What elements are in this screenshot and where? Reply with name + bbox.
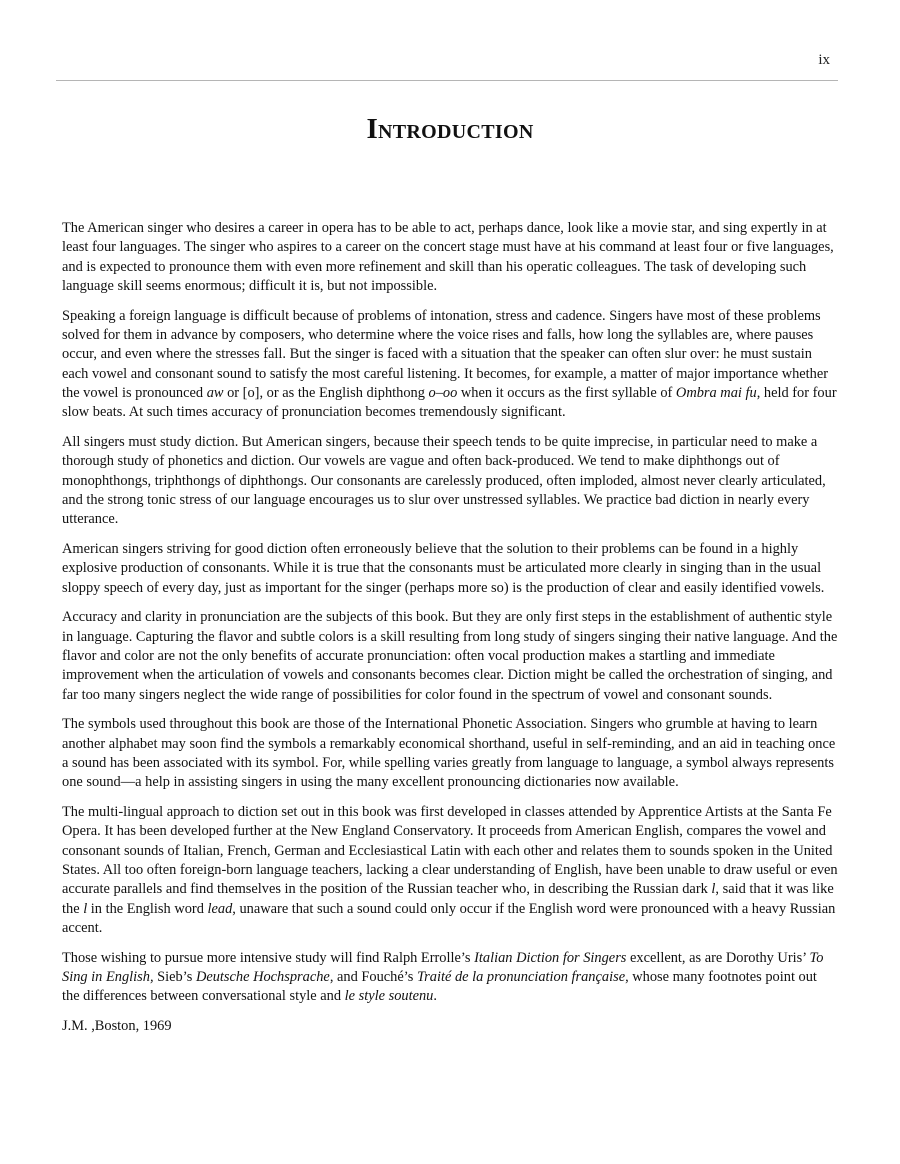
paragraph-6: The symbols used throughout this book are those of the International Phonetic Association. Singers who grumble at having to learn another alphabet may soon find the symbols a remarkably economical shorthand, useful in self-reminding, and an aid in teaching once a sound has been associated with its symbol. For, while spelling varies greatly from language to language, a symbol always represents one sound—a help in assisting singers in using the many excellent pronouncing dictionaries now available. <box>62 716 836 791</box>
paragraph-7-text: , unaware that such a sound could only occur if the English word were pronounced with a heavy Russian accent. <box>62 900 836 936</box>
paragraph-8 <box>62 949 838 1007</box>
paragraph-7-text: in the English word <box>87 900 208 917</box>
paragraph-7-text: The multi-lingual approach to diction set out in this book was first developed in classes attended by Apprentice Artists at the Santa Fe Opera. It has been developed further at the New England Conservatory. It proceeds from American English, compares the vowel and consonant sounds of Italian, French, German and Ecclesiastical Latin with each other and relates them to sounds spoken in the United States. All too often foreign-born language teachers, lacking a clear understanding of English, have been unable to draw useful or even accurate parallels and find themselves in the position of the Russian teacher who, in describing the Russian dark <box>62 804 838 898</box>
italic-aw: aw <box>206 384 224 401</box>
italic-lead: lead <box>207 900 233 917</box>
page-number: ix <box>818 52 830 68</box>
paragraph-8-text: excellent, as are Dorothy Uris’ <box>626 949 810 966</box>
italic-le-style-soutenu: le style soutenu <box>344 988 434 1005</box>
book-title-deutsche-hochsprache: Deutsche Hochsprache <box>195 968 330 985</box>
paragraph-2 <box>62 307 838 423</box>
paragraph-1: The American singer who desires a career in opera has to be able to act, perhaps dance, look like a movie star, and sing expertly in at least four languages. The singer who aspires to a career on the concert stage must have at his command at least four or five languages, and is expected to pronounce them with even more refinement and skill than his operatic colleagues. The task of developing such language skill seems enormous; difficult it is, but not impossible. <box>62 220 834 294</box>
paragraph-7 <box>62 803 838 938</box>
paragraph-2-text: or [o], or as the English diphthong <box>223 384 429 401</box>
paragraph-7-text: , said that it was like the <box>62 881 834 917</box>
paragraph-8-text: Sieb’s <box>153 968 196 985</box>
signature: J.M. ,Boston, 1969 <box>62 1017 172 1034</box>
italic-o-oo: o–oo <box>428 384 458 401</box>
paragraph-2-text: , held for four slow beats. At such times accuracy of pronunciation becomes tremendously significant. <box>62 384 837 421</box>
paragraph-8-text: . <box>433 988 437 1005</box>
paragraph-8-text: , and Fouché’s <box>329 968 417 985</box>
body-text <box>62 219 838 1047</box>
paragraph-5: Accuracy and clarity in pronunciation are the subjects of this book. But they are only first steps in the establishment of authentic style in language. Capturing the flavor and subtle colors is a skill resulting from long study of singers singing their native language. And the flavor and color are not the only benefits of accurate pronunciation: often vocal production makes a startling and immediate improvement when the articulation of vowels and consonants becomes clear. Diction might be called the orchestration of singing, and far too many singers neglect the wide range of possibilities for color found in the spectrum of vowel and consonant sounds. <box>62 609 838 703</box>
paragraph-8-text: , whose many footnotes point out the differences between conversational style and <box>62 968 817 1005</box>
paragraph-3: All singers must study diction. But American singers, because their speech tends to be quite imprecise, in particular need to make a thorough study of phonetics and diction. Our vowels are vague and often back-produced. We tend to make diphthongs out of monophthongs, triphthongs of diphthongs. Our consonants are carelessly produced, often imploded, almost never clearly articulated, and the strong tonic stress of our language encourages us to slur over unstressed syllables. We practice bad diction in nearly every utterance. <box>62 433 826 528</box>
header-rule <box>56 80 838 81</box>
paragraph-2-text: when it occurs as the first syllable of <box>457 384 676 401</box>
italic-ombra-mai-fu: Ombra mai fu <box>675 384 757 401</box>
book-title-italian-diction: Italian Diction for Singers <box>474 949 627 966</box>
italic-l: l <box>711 881 716 898</box>
book-title-traite: Traité de la pronunciation française <box>416 968 626 985</box>
book-title-to-sing-in-english: To Sing in English, <box>62 949 824 985</box>
page-title: Introduction <box>366 113 534 145</box>
paragraph-4: American singers striving for good diction often erroneously believe that the solution to their problems can be found in a highly explosive production of consonants. While it is true that the consonants must be articulated more clearly in singing than in the usual sloppy speech of every day, just as important for the singer (perhaps more so) is the production of clear and easily identified vowels. <box>62 540 825 596</box>
paragraph-2-text: Speaking a foreign language is difficult because of problems of intonation, stress and cadence. Singers have most of these problems solved for them in advance by composers, who determine where the voice rises and falls, how long the syllables are, where pauses occur, and even where the stresses fall. But the singer is faced with a situation that the speaker can often slur over: he must sustain each vowel and consonant sound to satisfy the most careful listening. It becomes, for example, a matter of major importance whether the vowel is pronounced <box>62 307 829 401</box>
paragraph-8-text: Those wishing to pursue more intensive study will find Ralph Errolle’s <box>62 949 475 966</box>
italic-l: l <box>83 900 88 917</box>
